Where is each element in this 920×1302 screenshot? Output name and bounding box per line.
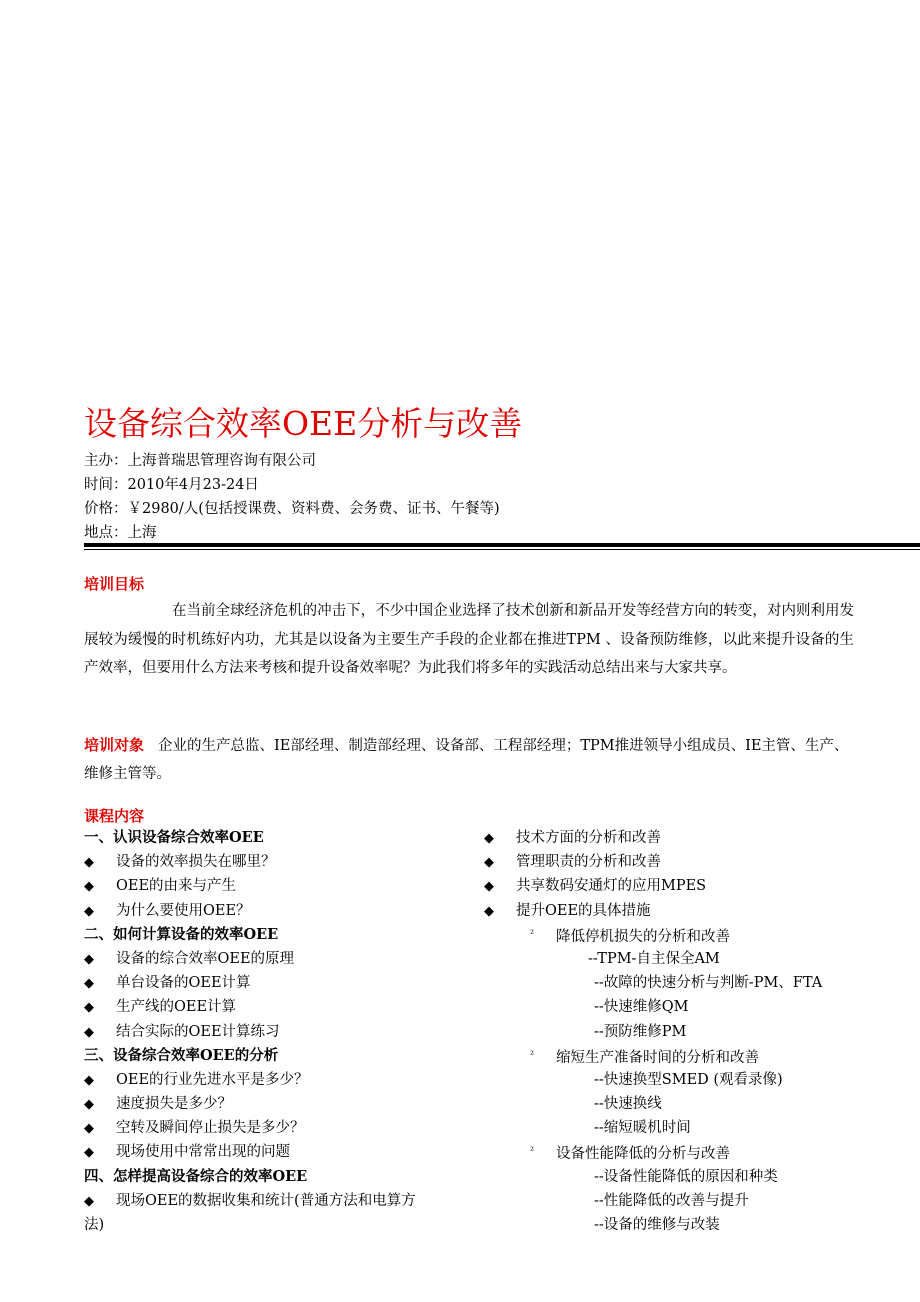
course-subtopic-text: 设备性能降低的分析与改善	[556, 1146, 730, 1163]
diamond-bullet-icon: ◆	[484, 855, 494, 871]
course-detail-item: --缩短暖机时间	[594, 1120, 691, 1137]
course-topic-item	[84, 947, 464, 971]
course-detail-item: --设备的维修与改装	[594, 1217, 720, 1233]
course-detail-item: --快速换型SMED (观看录像)	[594, 1071, 783, 1088]
course-topic-item	[84, 1092, 464, 1116]
course-topic-text: 设备的综合效率OEE的原理	[116, 950, 295, 967]
audience-paragraph	[84, 731, 854, 788]
course-module-heading: 四、怎样提高设备综合的效率OEE	[84, 1167, 308, 1185]
course-heading: 课程内容	[84, 807, 145, 825]
course-topic-item	[484, 850, 904, 874]
course-module-heading: 二、如何计算设备的效率OEE	[84, 925, 279, 943]
course-topic-text: 共享数码安通灯的应用MPES	[516, 878, 707, 895]
goal-heading: 培训目标	[84, 575, 145, 593]
course-topic-item	[484, 826, 904, 850]
course-detail-item: --快速换线	[594, 1096, 662, 1113]
course-subtopic-text: 降低停机损失的分析和改善	[556, 928, 730, 945]
course-topic-text: OEE的由来与产生	[116, 878, 237, 895]
course-detail-item: --故障的快速分析与判断-PM、FTA	[594, 975, 823, 992]
course-topic-item	[84, 995, 464, 1019]
diamond-bullet-icon: ◆	[84, 951, 94, 967]
course-topic-item	[484, 899, 904, 923]
diamond-bullet-icon: ◆	[84, 903, 94, 919]
time-line: 时间：2010年4月23-24日	[84, 477, 259, 493]
course-topic-item	[84, 1140, 464, 1164]
course-subtopic-item	[484, 1044, 904, 1068]
diamond-bullet-icon: ◆	[84, 1024, 94, 1040]
course-topic-continuation: 法)	[84, 1217, 105, 1233]
course-detail-item: --预防维修PM	[594, 1023, 687, 1040]
divider-thin	[84, 549, 920, 550]
course-topic-item	[84, 1189, 464, 1213]
course-detail-item: --快速维修QM	[594, 999, 689, 1016]
course-module-heading: 一、认识设备综合效率OEE	[84, 829, 264, 846]
course-subtopic-item	[484, 1140, 904, 1164]
course-topic-item	[84, 850, 464, 874]
diamond-bullet-icon: ◆	[84, 1121, 94, 1137]
course-topic-item	[484, 874, 904, 898]
audience-text: 企业的生产总监、IE部经理、制造部经理、设备部、工程部经理；TPM推进领导小组成员、IE主管、生产、维修主管等。	[84, 738, 849, 782]
course-topic-text: 现场OEE的数据收集和统计(普通方法和电算方	[116, 1192, 416, 1209]
sub-bullet-icon: ²	[530, 1049, 535, 1061]
course-topic-text: 为什么要使用OEE？	[116, 902, 251, 919]
organizer-line: 主办：上海普瑞思管理咨询有限公司	[84, 453, 316, 469]
goal-paragraph: 在当前全球经济危机的冲击下，不少中国企业选择了技术创新和新品开发等经营方向的转变，对内则利用发展较为缓慢的时机练好内功，尤其是以设备为主要生产手段的企业都在推进TPM 、设备预防维修，以此来提升设备的生产效率，但要用什么方法来考核和提升设备效率呢？为此我们将多年的实践活动总结出来与大家共享。	[84, 603, 854, 676]
course-subtopic-item	[484, 923, 904, 947]
course-subtopic-text: 缩短生产准备时间的分析和改善	[556, 1049, 759, 1066]
course-topic-text: 空转及瞬间停止损失是多少？	[116, 1120, 305, 1137]
course-topic-item	[84, 1020, 464, 1044]
diamond-bullet-icon: ◆	[484, 903, 494, 919]
course-topic-text: 生产线的OEE计算	[116, 999, 237, 1016]
course-detail-item: --TPM-自主保全AM	[588, 950, 720, 967]
course-topic-text: 设备的效率损失在哪里？	[116, 854, 276, 871]
course-topic-text: OEE的行业先进水平是多少？	[116, 1071, 309, 1088]
course-column-left	[84, 826, 464, 1237]
course-topic-text: 速度损失是多少？	[116, 1096, 232, 1113]
audience-heading: 培训对象	[84, 736, 145, 754]
location-line: 地点：上海	[84, 525, 157, 541]
diamond-bullet-icon: ◆	[484, 879, 494, 895]
course-meta	[84, 449, 500, 545]
price-line: 价格：￥2980/人(包括授课费、资料费、会务费、证书、午餐等)	[84, 501, 500, 517]
course-column-right	[484, 826, 904, 1237]
diamond-bullet-icon: ◆	[84, 879, 94, 895]
sub-bullet-icon: ²	[530, 928, 535, 940]
diamond-bullet-icon: ◆	[484, 831, 494, 846]
diamond-bullet-icon: ◆	[84, 1072, 94, 1088]
course-topic-text: 单台设备的OEE计算	[116, 975, 251, 992]
course-topic-text: 提升OEE的具体措施	[516, 902, 651, 919]
course-topic-text: 现场使用中常常出现的问题	[116, 1144, 290, 1161]
sub-bullet-icon: ²	[530, 1146, 535, 1158]
course-detail-item: --性能降低的改善与提升	[594, 1192, 749, 1209]
diamond-bullet-icon: ◆	[84, 1000, 94, 1016]
course-detail-item: --设备性能降低的原因和种类	[594, 1168, 778, 1185]
page-title: 设备综合效率OEE分析与改善	[84, 404, 523, 443]
diamond-bullet-icon: ◆	[84, 1193, 94, 1209]
course-topic-item	[84, 971, 464, 995]
diamond-bullet-icon: ◆	[84, 855, 94, 871]
diamond-bullet-icon: ◆	[84, 1145, 94, 1161]
course-topic-text: 结合实际的OEE计算练习	[116, 1023, 280, 1040]
course-topic-item	[84, 1068, 464, 1092]
course-topic-item	[84, 899, 464, 923]
course-module-heading: 三、设备综合效率OEE的分析	[84, 1046, 279, 1064]
diamond-bullet-icon: ◆	[84, 1097, 94, 1113]
divider-thick	[84, 543, 920, 547]
diamond-bullet-icon: ◆	[84, 976, 94, 992]
course-topic-item	[84, 1116, 464, 1140]
course-topic-text: 技术方面的分析和改善	[516, 830, 661, 846]
course-topic-item	[84, 874, 464, 898]
course-topic-text: 管理职责的分析和改善	[516, 854, 661, 871]
